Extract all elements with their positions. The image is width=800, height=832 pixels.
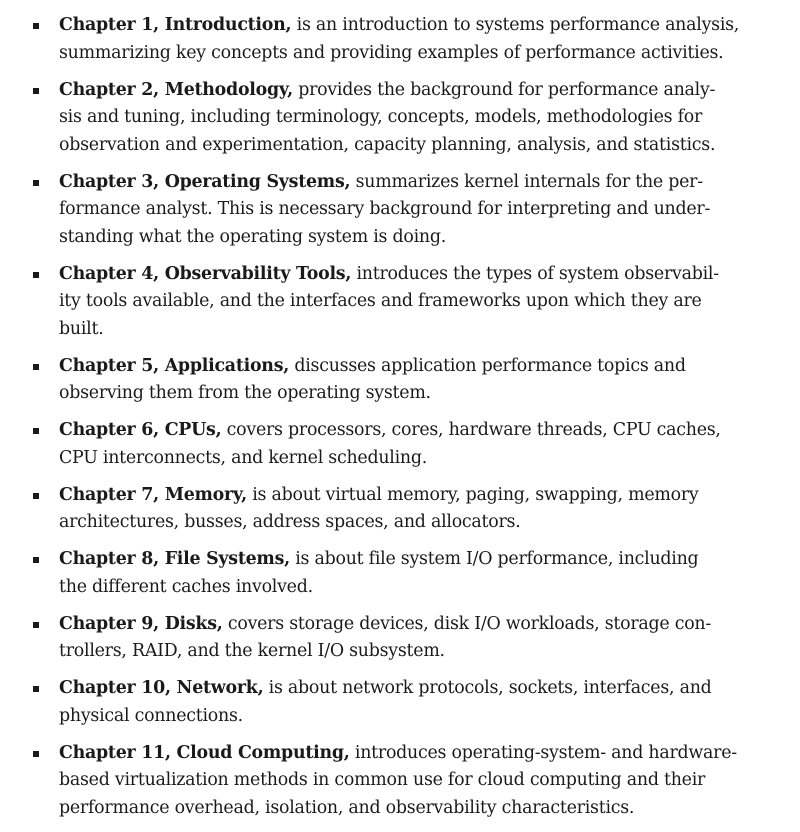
- chapter-number: Chapter 11: [59, 742, 165, 763]
- chapter-description: physical connections.: [59, 705, 243, 726]
- chapter-number: Chapter 3: [59, 171, 154, 192]
- chapter-description: discusses application performance topics and: [294, 355, 686, 376]
- chapter-heading: Chapter 11, Cloud Computing,: [59, 742, 350, 763]
- chapter-line: [59, 509, 779, 537]
- chapter-text: [59, 675, 779, 730]
- chapter-description: standing what the operating system is doing.: [59, 226, 447, 247]
- chapter-heading: Chapter 4, Observability Tools,: [59, 263, 352, 284]
- chapter-description: is an introduction to systems performance analysis,: [296, 15, 740, 35]
- bullet-icon: [33, 23, 39, 29]
- chapter-line: [59, 574, 779, 602]
- chapter-line: [59, 40, 779, 68]
- chapter-text: [59, 261, 779, 344]
- chapter-number: Chapter 4: [59, 263, 154, 284]
- chapter-line: [59, 12, 779, 40]
- chapter-text: [59, 353, 779, 408]
- chapter-title: Introduction: [164, 15, 286, 35]
- chapter-description: trollers, RAID, and the kernel I/O subsystem.: [59, 641, 445, 661]
- chapter-heading: Chapter 1, Introduction,: [59, 15, 292, 35]
- chapter-text: [59, 482, 779, 537]
- chapter-heading: Chapter 5, Applications,: [59, 355, 290, 376]
- chapter-list: [0, 12, 800, 832]
- chapter-title: Network: [176, 678, 258, 698]
- chapter-text: [59, 417, 779, 472]
- chapter-line: [59, 261, 779, 289]
- chapter-heading: Chapter 3, Operating Systems,: [59, 171, 351, 192]
- chapter-item: [0, 261, 800, 344]
- chapter-description: is about file system I/O performance, including: [295, 549, 699, 569]
- chapter-description: based virtualization methods in common use for cloud computing and their: [59, 770, 706, 790]
- chapter-title: CPUs: [164, 420, 216, 440]
- chapter-line: [59, 380, 779, 408]
- chapter-line: [59, 196, 779, 224]
- chapter-heading: Chapter 7, Memory,: [59, 484, 247, 505]
- chapter-number: Chapter 6: [59, 420, 154, 440]
- chapter-line: [59, 740, 779, 768]
- chapter-description: is about virtual memory, paging, swapping, memory: [252, 484, 699, 505]
- bullet-icon: [33, 686, 39, 692]
- chapter-description: built.: [59, 318, 104, 339]
- chapter-line: [59, 77, 779, 105]
- chapter-item: [0, 611, 800, 666]
- chapter-description: observing them from the operating system.: [59, 383, 431, 403]
- chapter-description: covers processors, cores, hardware threads, CPU caches,: [226, 420, 721, 440]
- chapter-line: [59, 482, 779, 510]
- chapter-line: [59, 675, 779, 703]
- bullet-icon: [33, 557, 39, 563]
- chapter-item: [0, 482, 800, 537]
- chapter-text: [59, 740, 779, 823]
- chapter-item: [0, 675, 800, 730]
- bullet-icon: [33, 751, 39, 757]
- chapter-item: [0, 169, 800, 252]
- bullet-icon: [33, 622, 39, 628]
- chapter-heading: Chapter 8, File Systems,: [59, 549, 290, 569]
- chapter-line: [59, 132, 779, 160]
- chapter-number: Chapter 5: [59, 355, 154, 376]
- chapter-line: [59, 638, 779, 666]
- chapter-number: Chapter 9: [59, 613, 154, 634]
- chapter-item: [0, 546, 800, 601]
- chapter-title: Applications: [164, 355, 284, 376]
- chapter-title: Operating Systems: [164, 171, 345, 192]
- chapter-line: [59, 353, 779, 381]
- chapter-item: [0, 77, 800, 160]
- chapter-line: [59, 169, 779, 197]
- bullet-icon: [33, 180, 39, 186]
- chapter-description: sis and tuning, including terminology, concepts, models, methodologies for: [59, 107, 703, 127]
- chapter-description: is about network protocols, sockets, interfaces, and: [268, 678, 712, 698]
- chapter-description: architectures, busses, address spaces, and allocators.: [59, 512, 521, 532]
- chapter-line: [59, 611, 779, 639]
- chapter-line: [59, 445, 779, 473]
- bullet-icon: [33, 272, 39, 278]
- chapter-item: [0, 740, 800, 823]
- chapter-line: [59, 767, 779, 795]
- chapter-title: File Systems: [164, 549, 285, 569]
- chapter-title: Methodology: [164, 79, 288, 100]
- chapter-line: [59, 316, 779, 344]
- chapter-item: [0, 12, 800, 67]
- chapter-number: Chapter 10: [59, 678, 165, 698]
- chapter-description: introduces the types of system observabil-: [356, 263, 719, 284]
- chapter-heading: Chapter 9, Disks,: [59, 613, 223, 634]
- chapter-title: Memory: [164, 484, 242, 505]
- chapter-text: [59, 169, 779, 252]
- chapter-text: [59, 77, 779, 160]
- chapter-title: Observability Tools: [164, 263, 346, 284]
- chapter-title: Disks: [164, 613, 217, 634]
- chapter-description: summarizing key concepts and providing examples of performance activities.: [59, 42, 724, 63]
- chapter-item: [0, 417, 800, 472]
- chapter-description: provides the background for performance analy-: [298, 79, 716, 100]
- bullet-icon: [33, 88, 39, 94]
- chapter-item: [0, 353, 800, 408]
- chapter-description: ity tools available, and the interfaces and frameworks upon which they are: [59, 291, 702, 311]
- chapter-line: [59, 224, 779, 252]
- chapter-text: [59, 12, 779, 67]
- chapter-description: observation and experimentation, capacity planning, analysis, and statistics.: [59, 134, 716, 155]
- chapter-description: the different caches involved.: [59, 576, 313, 597]
- chapter-text: [59, 611, 779, 666]
- chapter-line: [59, 703, 779, 731]
- chapter-description: introduces operating-system- and hardware-: [354, 742, 737, 763]
- chapter-text: [59, 546, 779, 601]
- chapter-line: [59, 104, 779, 132]
- bullet-icon: [33, 428, 39, 434]
- chapter-description: covers storage devices, disk I/O workloads, storage con-: [227, 613, 712, 634]
- chapter-line: [59, 795, 779, 823]
- chapter-line: [59, 417, 779, 445]
- chapter-description: summarizes kernel internals for the per-: [355, 171, 703, 192]
- chapter-line: [59, 288, 779, 316]
- chapter-heading: Chapter 10, Network,: [59, 678, 264, 698]
- chapter-number: Chapter 1: [59, 15, 154, 35]
- chapter-description: CPU interconnects, and kernel scheduling.: [59, 447, 428, 468]
- chapter-number: Chapter 7: [59, 484, 154, 505]
- chapter-title: Cloud Computing: [176, 742, 344, 763]
- bullet-icon: [33, 493, 39, 499]
- chapter-line: [59, 546, 779, 574]
- bullet-icon: [33, 364, 39, 370]
- chapter-number: Chapter 8: [59, 549, 154, 569]
- chapter-number: Chapter 2: [59, 79, 154, 100]
- chapter-heading: Chapter 6, CPUs,: [59, 420, 222, 440]
- chapter-description: performance overhead, isolation, and observability characteristics.: [59, 797, 635, 818]
- chapter-description: formance analyst. This is necessary background for interpreting and under-: [59, 199, 711, 219]
- chapter-heading: Chapter 2, Methodology,: [59, 79, 293, 100]
